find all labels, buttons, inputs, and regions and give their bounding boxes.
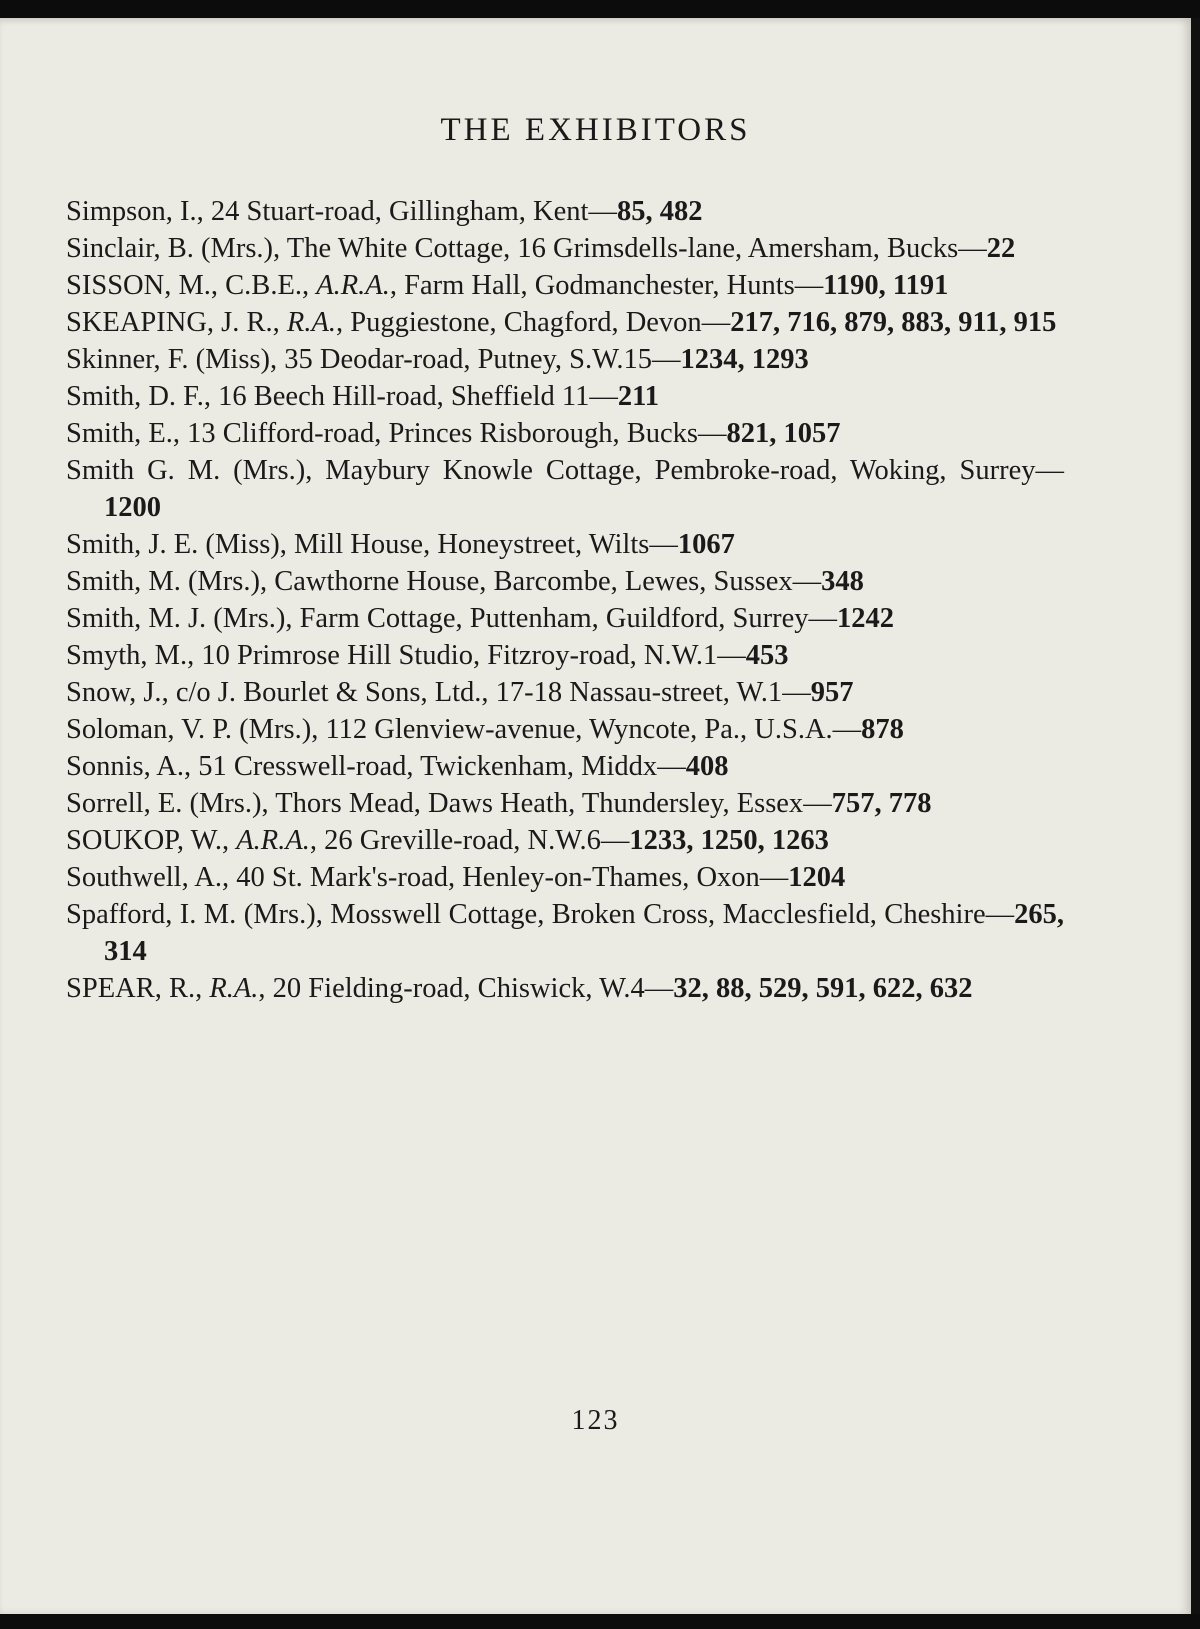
exhibitor-entry: Sorrell, E. (Mrs.), Thors Mead, Daws Heath, Thundersley, Essex—757, 778 [66,788,932,819]
exhibitor-address: 20 Fielding-road, Chiswick, W.4 [272,973,645,1004]
exhibitor-works: 1204 [788,862,846,893]
exhibitor-name: Simpson, I. [66,196,197,227]
exhibitor-works: 22 [986,233,1016,264]
exhibitor-address: 24 Stuart-road, Gillingham, Kent [210,196,589,227]
exhibitor-entry: SPEAR, R., R.A., 20 Fielding-road, Chiswick, W.4—32, 88, 529, 591, 622, 632 [66,973,973,1004]
catalogue-page [0,18,1191,1614]
exhibitor-entry: Smith, M. (Mrs.), Cawthorne House, Barcombe, Lewes, Sussex—348 [66,566,864,597]
exhibitor-entry: Smyth, M., 10 Primrose Hill Studio, Fitzroy-road, N.W.1—453 [66,640,789,671]
exhibitor-works: 1200 [104,492,161,523]
exhibitor-works: 348 [821,566,864,597]
exhibitor-address: 40 St. Mark's-road, Henley-on-Thames, Oxon [236,862,760,893]
exhibitor-address: c/o J. Bourlet & Sons, Ltd., 17-18 Nassau-street, W.1 [175,677,783,708]
exhibitor-entry: Smith G. M. (Mrs.), Maybury Knowle Cottage, Pembroke-road, Woking, Surrey—1200 [66,455,1064,523]
exhibitor-entry: Spafford, I. M. (Mrs.), Mosswell Cottage, Broken Cross, Macclesfield, Cheshire—265, 314 [66,899,1064,967]
exhibitor-name: SPEAR, R. [66,973,196,1004]
exhibitor-address: Thors Mead, Daws Heath, Thundersley, Essex [275,788,804,819]
exhibitor-works: 217, 716, 879, 883, 911, 915 [730,307,1057,338]
exhibitor-address: Cawthorne House, Barcombe, Lewes, Sussex [274,566,793,597]
exhibitor-entry: Sonnis, A., 51 Cresswell-road, Twickenham, Middx—408 [66,751,729,782]
exhibitor-entry: SISSON, M., C.B.E., A.R.A., Farm Hall, Godmanchester, Hunts—1190, 1191 [66,270,949,301]
exhibitor-works: 265, 314 [104,899,1064,967]
exhibitor-name: SKEAPING, J. R. [66,307,273,338]
exhibitor-works: 211 [617,381,660,412]
exhibitor-works: 1067 [677,529,735,560]
exhibitor-address: 51 Cresswell-road, Twickenham, Middx [198,751,658,782]
exhibitor-works: 408 [685,751,729,782]
page-number: 123 [571,1405,620,1436]
exhibitor-title: R.A. [286,307,336,338]
exhibitor-name: Smith G. M. (Mrs.) [66,455,306,486]
exhibitor-works: 878 [861,714,904,745]
exhibitor-entry: Southwell, A., 40 St. Mark's-road, Henley-on-Thames, Oxon—1204 [66,862,846,893]
exhibitor-title: A.R.A. [236,825,310,856]
page-heading: THE EXHIBITORS [440,112,751,148]
exhibitor-entry: Snow, J., c/o J. Bourlet & Sons, Ltd., 17-18 Nassau-street, W.1—957 [66,677,854,708]
exhibitor-entry: Smith, D. F., 16 Beech Hill-road, Sheffield 11—211 [66,381,660,412]
exhibitor-name: Smith, M. (Mrs.) [66,566,260,597]
exhibitor-entry: Smith, J. E. (Miss), Mill House, Honeystreet, Wilts—1067 [66,529,735,560]
exhibitor-entry: Smith, M. J. (Mrs.), Farm Cottage, Puttenham, Guildford, Surrey—1242 [66,603,895,634]
exhibitor-name: Smith, E. [66,418,173,449]
exhibitor-works: 1242 [837,603,895,634]
exhibitor-name: SOUKOP, W. [66,825,223,856]
exhibitor-address: Mosswell Cottage, Broken Cross, Macclesfield, Cheshire [330,899,986,930]
exhibitor-address: Farm Cottage, Puttenham, Guildford, Surrey [299,603,809,634]
exhibitor-address: 13 Clifford-road, Princes Risborough, Bucks [187,418,698,449]
exhibitor-address: 112 Glenview-avenue, Wyncote, Pa., U.S.A. [325,714,833,745]
exhibitor-address: 35 Deodar-road, Putney, S.W.15 [284,344,653,375]
exhibitor-address: The White Cottage, 16 Grimsdells-lane, Amersham, Bucks [286,233,959,264]
exhibitor-name: Sinclair, B. (Mrs.) [66,233,274,264]
exhibitor-entry: Skinner, F. (Miss), 35 Deodar-road, Putney, S.W.15—1234, 1293 [66,344,809,375]
exhibitor-works: 1233, 1250, 1263 [629,825,829,856]
exhibitor-address: 26 Greville-road, N.W.6 [324,825,601,856]
exhibitor-entry: Simpson, I., 24 Stuart-road, Gillingham, Kent—85, 482 [66,196,703,227]
exhibitor-address: Farm Hall, Godmanchester, Hunts [404,270,795,301]
exhibitor-name: Sorrell, E. (Mrs.) [66,788,262,819]
exhibitor-address: Mill House, Honeystreet, Wilts [294,529,650,560]
exhibitor-address: 10 Primrose Hill Studio, Fitzroy-road, N.W.1 [201,640,718,671]
exhibitor-name: Skinner, F. (Miss) [66,344,271,375]
exhibitor-name: Soloman, V. P. (Mrs.) [66,714,312,745]
exhibitor-title: A.R.A. [316,270,390,301]
exhibitor-entry: Soloman, V. P. (Mrs.), 112 Glenview-avenue, Wyncote, Pa., U.S.A.—878 [66,714,904,745]
exhibitor-name: Snow, J. [66,677,162,708]
exhibitor-works: 1190, 1191 [823,270,949,301]
exhibitor-entry: Sinclair, B. (Mrs.), The White Cottage, 16 Grimsdells-lane, Amersham, Bucks—22 [66,233,1016,264]
page-edge-shadow [1191,18,1200,1614]
exhibitor-works: 757, 778 [831,788,932,819]
exhibitor-name: Smyth, M. [66,640,188,671]
exhibitor-address: Maybury Knowle Cottage, Pembroke-road, Woking, Surrey [325,455,1036,486]
exhibitor-works: 453 [745,640,789,671]
exhibitor-name: SISSON, M., C.B.E. [66,270,302,301]
exhibitor-works: 821, 1057 [726,418,841,449]
exhibitor-address: Puggiestone, Chagford, Devon [350,307,702,338]
exhibitor-name: Smith, J. E. (Miss) [66,529,280,560]
exhibitor-name: Southwell, A. [66,862,222,893]
exhibitor-name: Smith, D. F. [66,381,204,412]
exhibitor-list [66,193,1064,1007]
exhibitor-entry: Smith, E., 13 Clifford-road, Princes Risborough, Bucks—821, 1057 [66,418,841,449]
exhibitor-name: Sonnis, A. [66,751,184,782]
exhibitor-works: 1234, 1293 [680,344,809,375]
exhibitor-address: 16 Beech Hill-road, Sheffield 11 [218,381,590,412]
exhibitor-name: Smith, M. J. (Mrs.) [66,603,286,634]
exhibitor-name: Spafford, I. M. (Mrs.) [66,899,316,930]
exhibitor-entry: SKEAPING, J. R., R.A., Puggiestone, Chagford, Devon—217, 716, 879, 883, 911, 915 [66,307,1057,338]
exhibitor-title: R.A. [209,973,259,1004]
exhibitor-works: 32, 88, 529, 591, 622, 632 [673,973,973,1004]
exhibitor-works: 957 [810,677,854,708]
exhibitor-entry: SOUKOP, W., A.R.A., 26 Greville-road, N.W.6—1233, 1250, 1263 [66,825,829,856]
exhibitor-works: 85, 482 [616,196,703,227]
